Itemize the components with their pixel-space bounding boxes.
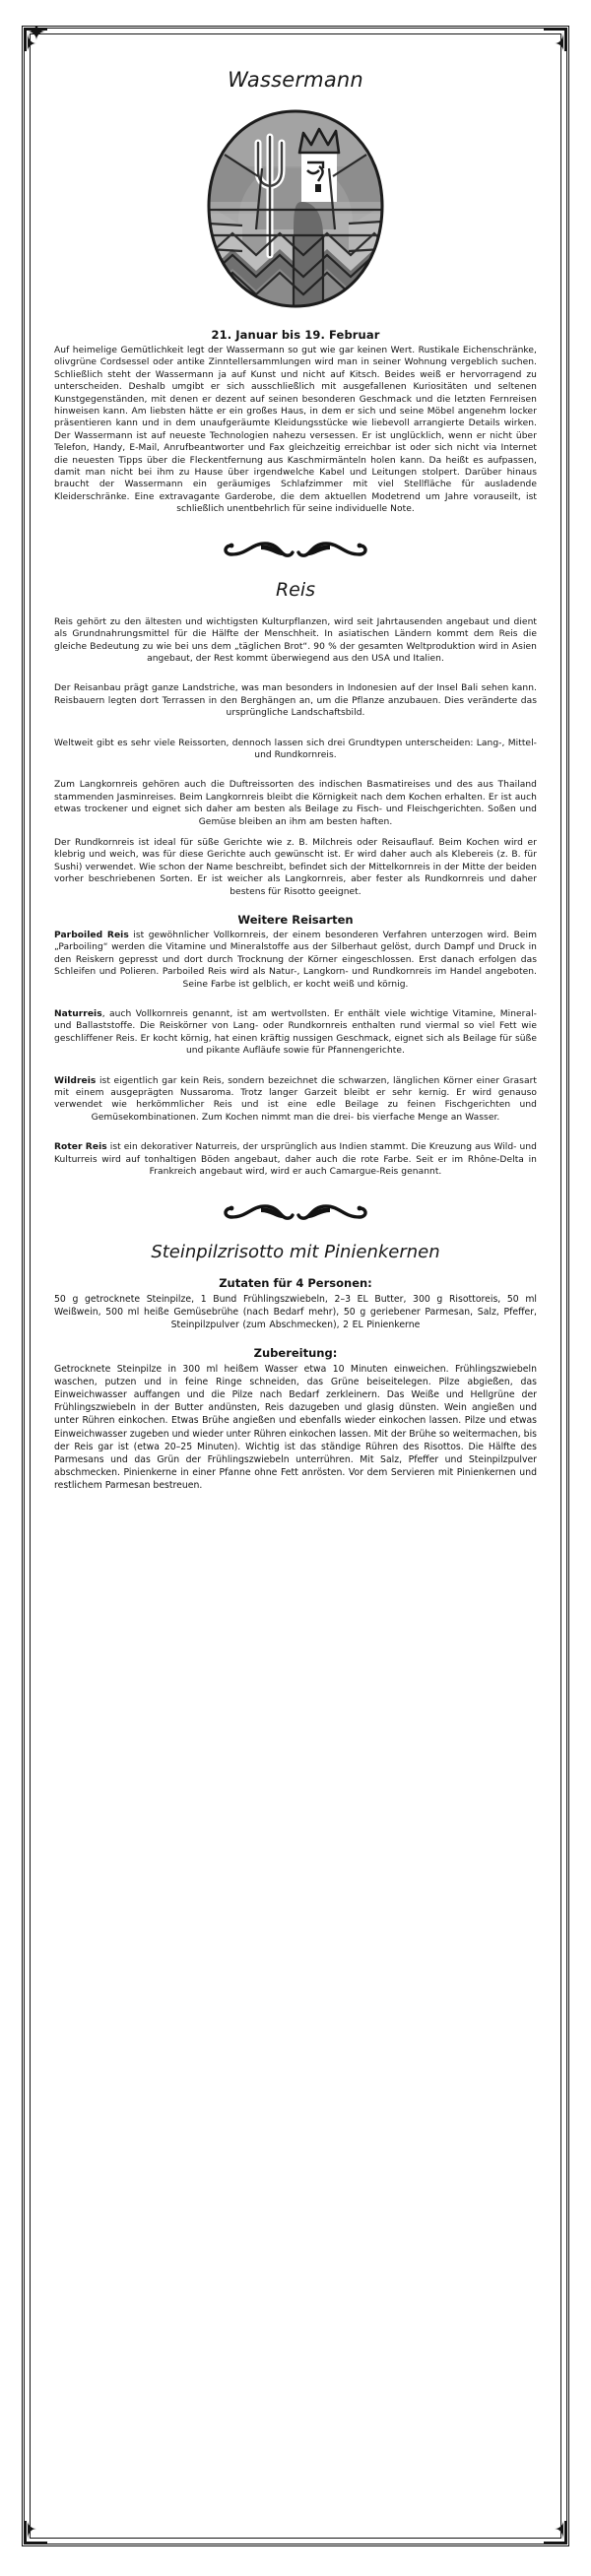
preparation-heading: Zubereitung: [253,1345,338,1360]
rice-variety-wildreis [54,1075,537,1125]
rice-variety-roter-reis [54,1141,537,1178]
page-content [25,29,566,1526]
rice-variety-name: Naturreis [54,1009,102,1020]
rice-variety-name: Roter Reis [54,1142,107,1153]
page-title: Wassermann [228,68,363,92]
zodiac-date-range: 21. Januar bis 19. Februar [211,328,380,342]
rice-variety-naturreis [54,1008,537,1058]
rice-variety-text: ist ein dekorativer Naturreis, der ursprünglich aus Indien stammt. Die Kreuzung aus Wild- und Kulturreis wird auf tonhaltigen Böden angebaut, daher auch die rote Farbe. Seit er im Rhône-Delta in Frankreich angebaut wird, wird er auch Camargue-Reis genannt. [54,1142,537,1178]
zodiac-description: Auf heimelige Gemütlichkeit legt der Wassermann so gut wie gar keinen Wert. Rustikale Eichenschränke, olivgrüne Cordsessel oder antike Zinntellersammlungen wird man in seiner Wohnung vergeblich suchen. Schließlich steht der Wassermann ja auf Kunst und nicht auf Kitsch. Beides weiß er hervorragend zu unterscheiden. Deshalb umgibt er sich ausschließlich mit ausgefallenen Kuriositäten und seltenen Kunstgegenständen, mit denen er dezent auf seinen besonderen Geschmack und die letzten Fernreisen hinweisen kann. Am liebsten hätte er ein großes Haus, in dem er sich und seine Möbel angenehm locker präsentieren kann und in dem unaufgeräumte Kleidungsstücke wie liebevoll arrangierte Details wirken. Der Wassermann ist auf neueste Technologien nahezu versessen. Er ist unglücklich, wenn er nicht über Telefon, Handy, E-Mail, Anrufbeantworter und Fax gleichzeitig erreichbar ist oder sich nicht via Internet die neuesten Tipps über die Fleckentfernung aus Kaschmirmänteln holen kann. Da heißt es aufpassen, damit man nicht bei ihm zu Hause über irgendwelche Kabel und Leitungen stolpert. Darüber hinaus braucht der Wassermann ein geräumiges Schlafzimmer mit viel Stellfläche für ausladende Kleiderschränke. Eine extravagante Garderobe, die dem aktuellen Modetrend um Jahre vorauseilt, ist schließlich unentbehrlich für seine individuelle Note. [54,346,537,515]
rice-paragraph-2: Der Reisanbau prägt ganze Landstriche, was man besonders in Indonesien auf der Insel Bali sehen kann. Reisbauern legten dort Terrassen in den Berghängen an, um die Pflanze anzubauen. Dies veränderte das ursprüngliche Landschaftsbild. [54,683,537,719]
rice-paragraph-5: Der Rundkornreis ist ideal für süße Gerichte wie z. B. Milchreis oder Reisauflauf. Beim Kochen wird er klebrig und weich, was für diese Gerichte auch gewünscht ist. Er wird daher auch als Klebereis (z. B. für Sushi) verwendet. Wie schon der Name beschreibt, befindet sich der Mittelkornreis in der Mitte der beiden vorher beschriebenen Sorten. Er ist weicher als Langkornreis, aber fester als Rundkornreis und daher bestens für Risotto geeignet. [54,837,537,897]
subheading-weitere-reisarten: Weitere Reisarten [237,913,354,927]
section-title-recipe: Steinpilzrisotto mit Pinienkernen [151,1241,440,1262]
ornamental-divider-2-icon [54,1200,537,1224]
ornamental-divider-icon [54,538,537,561]
corner-ornament-bottom-left-icon [23,2520,48,2545]
rice-paragraph-1: Reis gehört zu den ältesten und wichtigsten Kulturpflanzen, wird seit Jahrtausenden angebaut und dient als Grundnahrungsmittel für die Hälfte der Menschheit. In asiatischen Ländern kommt dem Reis die gleiche Bedeutung zu wie bei uns dem „täglichen Brot“. 90 % der gesamten Weltproduktion wird in Asien angebaut, der Rest kommt überwiegend aus den USA und Italien. [54,616,537,664]
aquarius-water-bearer-illustration [199,107,392,312]
rice-variety-name: Wildreis [54,1075,97,1086]
corner-ornament-bottom-right-icon [543,2520,568,2545]
rice-variety-text: , auch Vollkornreis genannt, ist am wertvollsten. Er enthält viele wichtige Vitamine, Mineral- und Ballaststoffe. Die Reiskörner von Lang- oder Rundkornreis enthalten rund viermal so viel Fett wie geschliffener Reis. Er kocht körnig, hat einen kräftig nussigen Geschmack, eignet sich als Beilage für süße und pikante Aufläufe sowie für Pfannengerichte. [54,1009,537,1057]
ingredients-list: 50 g getrocknete Steinpilze, 1 Bund Frühlingszwiebeln, 2–3 EL Butter, 300 g Risottoreis, 50 ml Weißwein, 500 ml heiße Gemüsebrühe (nach Bedarf mehr), 50 g geriebener Parmesan, Salz, Pfeffer, Steinpilzpulver (zum Abschmecken), 2 EL Pinienkerne [54,1293,537,1330]
decorative-frame [22,26,569,2546]
section-title-rice: Reis [275,578,316,601]
rice-paragraph-4: Zum Langkornreis gehören auch die Duftreissorten des indischen Basmatireises und des aus Thailand stammenden Jasminreises. Beim Langkornreis bleibt die Körnigkeit nach dem Kochen erhalten. Er ist auch etwas trockener und eignet sich daher am besten als Beilage zu Fisch- und Fleischgerichten. Soßen und Gemüse bleiben an ihm am besten haften. [54,780,537,827]
rice-variety-name: Parboiled Reis [54,931,129,940]
preparation-instructions: Getrocknete Steinpilze in 300 ml heißem Wasser etwa 10 Minuten einweichen. Frühlingszwiebeln waschen, putzen und in feine Ringe schneiden, das Grüne beiseitelegen. Pilze abgießen, das Einweichwasser auffangen und die Pilze nach Bedarf zerkleinern. Das Weiße und Hellgrüne der Frühlingszwiebeln in der Butter andünsten, Reis dazugeben und glasig dünsten. Wein angießen und unter Rühren einkochen. Etwas Brühe angießen und ebenfalls wieder einkochen lassen. Pilze und etwas Einweichwasser zugeben und wieder unter Rühren einkochen lassen. Mit der Brühe so weitermachen, bis der Reis gar ist (etwa 20–25 Minuten). Wichtig ist das ständige Rühren des Risottos. Die Hälfte des Parmesans und das Grün der Frühlingszwiebeln unterrühren. Mit Salz, Pfeffer und Steinpilzpulver abschmecken. Pinienkerne in einer Pfanne ohne Fett anrösten. Vor dem Servieren mit Pinienkernen und restlichem Parmesan bestreuen. [54,1363,537,1492]
rice-variety-text: ist gewöhnlicher Vollkornreis, der einem besonderen Verfahren unterzogen wird. Beim „Parboiling“ werden die Vitamine und Mineralstoffe aus der Silberhaut gelöst, durch Dampf und Druck in den Reiskern gepresst und dort durch Trocknung der Körner eingeschlossen. Erst danach erfolgen das Schleifen und Polieren. Parboiled Reis wird als Natur-, Langkorn- und Rundkornreis im Handel angeboten. Seine Farbe ist gelblich, er kocht weiß und körnig. [54,931,537,990]
rice-variety-parboiled [54,930,537,991]
zodiac-illustration-container [54,107,537,312]
rice-paragraph-3: Weltweit gibt es sehr viele Reissorten, dennoch lassen sich drei Grundtypen unterscheiden: Lang-, Mittel- und Rundkornreis. [54,738,537,760]
ingredients-heading: Zutaten für 4 Personen: [219,1275,372,1290]
rice-variety-text: ist eigentlich gar kein Reis, sondern bezeichnet die schwarzen, länglichen Körner einer Grasart mit einem ausgeprägten Nussaroma. Trotz langer Garzeit bleibt er sehr kernig. Er wird genauso verwendet wie herkömmlicher Reis und ist eine edle Beilage zu feinen Fischgerichten und Gemüsekombinationen. Zum Kochen nimmt man die drei- bis vierfache Menge an Wasser. [54,1075,537,1123]
